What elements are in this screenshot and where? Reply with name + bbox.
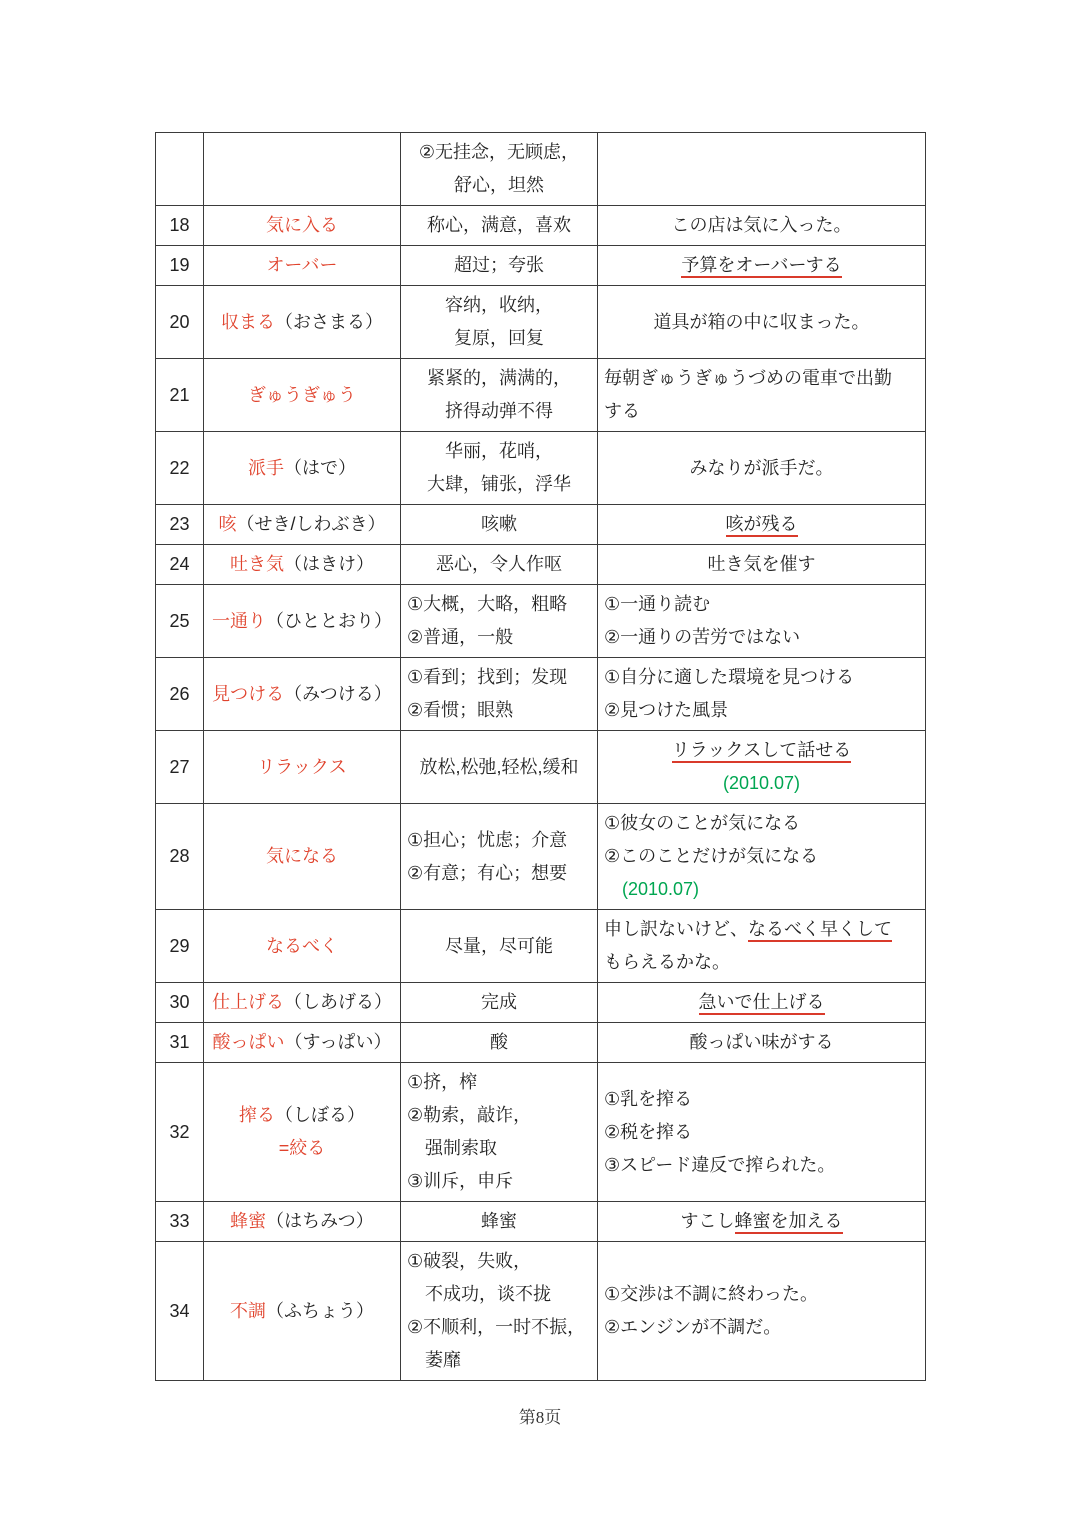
text-segment: ②普通，一般 <box>407 627 514 647</box>
row-number: 29 <box>156 910 204 983</box>
example-cell <box>598 585 926 658</box>
text-segment: する <box>604 401 640 421</box>
example-line <box>604 1026 919 1059</box>
example-line <box>604 694 919 727</box>
text-segment: 完成 <box>481 992 517 1012</box>
meaning-cell <box>401 658 598 731</box>
row-number: 32 <box>156 1063 204 1202</box>
example-cell <box>598 658 926 731</box>
example-cell <box>598 1242 926 1381</box>
table-row <box>156 585 926 658</box>
meaning-cell <box>401 286 598 359</box>
example-line <box>604 1149 919 1182</box>
text-segment: （みつける） <box>284 683 392 704</box>
table-row <box>156 1063 926 1202</box>
table-row <box>156 133 926 206</box>
row-number: 26 <box>156 658 204 731</box>
word-text: ぎゅうぎゅう <box>248 384 356 405</box>
example-cell <box>598 286 926 359</box>
example-line <box>604 209 919 242</box>
text-segment: 紧紧的，满满的， <box>427 368 571 388</box>
example-line <box>604 734 919 767</box>
text-segment: 吐き気を催す <box>707 554 816 574</box>
row-number: 34 <box>156 1242 204 1381</box>
meaning-line <box>407 548 591 581</box>
word-line <box>210 1132 394 1165</box>
text-segment: （ひととおり） <box>266 610 392 631</box>
word-cell <box>204 359 401 432</box>
table-row <box>156 804 926 910</box>
word-line <box>210 605 394 638</box>
word-cell <box>204 910 401 983</box>
table-row <box>156 505 926 545</box>
word-text: 気に入る <box>266 215 338 235</box>
meaning-line <box>407 751 591 784</box>
word-line <box>210 1295 394 1328</box>
date-tag: (2010.07) <box>604 879 700 899</box>
word-line <box>210 1026 394 1059</box>
text-segment: ②有意；有心；想要 <box>407 862 568 883</box>
table-row <box>156 658 926 731</box>
row-number: 19 <box>156 246 204 286</box>
meaning-line <box>407 694 591 727</box>
example-line <box>604 913 919 946</box>
meaning-line <box>407 1026 591 1059</box>
meaning-line <box>407 1311 591 1344</box>
text-segment: 酸っぱい味がする <box>689 1032 834 1052</box>
date-tag: (2010.07) <box>722 773 801 793</box>
text-segment: （しあげる） <box>284 992 392 1012</box>
word-text: 派手 <box>248 457 284 478</box>
word-line <box>210 508 394 541</box>
table-row <box>156 731 926 804</box>
row-number: 18 <box>156 206 204 246</box>
meaning-cell <box>401 1023 598 1063</box>
text-segment: （はちみつ） <box>266 1211 374 1231</box>
text-segment: ①彼女のことが気になる <box>604 813 801 833</box>
meaning-line <box>407 1278 591 1311</box>
meaning-cell <box>401 910 598 983</box>
text-segment: ①担心；忧虑；介意 <box>407 829 568 850</box>
meaning-line <box>407 986 591 1019</box>
example-cell <box>598 1063 926 1202</box>
row-number: 27 <box>156 731 204 804</box>
text-segment: 蜂蜜 <box>481 1211 517 1231</box>
text-segment: この店は気に入った。 <box>671 215 852 235</box>
word-cell <box>204 246 401 286</box>
meaning-line <box>407 1245 591 1278</box>
example-line <box>604 362 919 395</box>
text-segment: 萎靡 <box>407 1350 461 1370</box>
example-line <box>604 1083 919 1116</box>
example-line <box>604 306 919 339</box>
text-segment: ③训斥，申斥 <box>407 1171 514 1191</box>
word-text: 不調 <box>230 1300 266 1321</box>
word-cell <box>204 545 401 585</box>
row-number: 20 <box>156 286 204 359</box>
word-line <box>210 986 394 1019</box>
word-cell <box>204 505 401 545</box>
word-cell <box>204 1063 401 1202</box>
example-cell <box>598 545 926 585</box>
word-text: 気になる <box>266 846 338 866</box>
word-cell <box>204 133 401 206</box>
word-line <box>210 930 394 963</box>
example-cell <box>598 731 926 804</box>
word-text: 搾る <box>239 1105 275 1125</box>
word-text: 酸っぱい <box>212 1032 285 1052</box>
text-segment: ①乳を搾る <box>604 1088 693 1109</box>
meaning-cell <box>401 1202 598 1242</box>
table-row <box>156 206 926 246</box>
example-line <box>604 1116 919 1149</box>
text-segment: ②エンジンが不調だ。 <box>604 1317 782 1337</box>
word-cell <box>204 432 401 505</box>
meaning-line <box>407 930 591 963</box>
meaning-line <box>407 1099 591 1132</box>
text-segment: 强制索取 <box>407 1138 497 1158</box>
word-cell <box>204 1202 401 1242</box>
word-cell <box>204 804 401 910</box>
text-segment: 放松,松弛,轻松,缓和 <box>419 756 579 777</box>
word-line <box>210 751 394 784</box>
text-segment: ②不顺利，一时不振， <box>407 1317 586 1337</box>
underlined-text: なるべく早くして <box>748 919 892 942</box>
word-cell <box>204 983 401 1023</box>
meaning-line <box>407 857 591 890</box>
text-segment: 酸 <box>490 1032 508 1052</box>
meaning-cell <box>401 133 598 206</box>
meaning-line <box>407 468 591 501</box>
meaning-cell <box>401 545 598 585</box>
example-cell <box>598 804 926 910</box>
text-segment: 尽量，尽可能 <box>445 935 553 956</box>
example-line <box>604 621 919 654</box>
word-line <box>210 209 394 242</box>
text-segment: 挤得动弹不得 <box>445 401 553 421</box>
text-segment: ②一通りの苦労ではない <box>604 627 801 647</box>
example-line <box>604 1278 919 1311</box>
meaning-cell <box>401 804 598 910</box>
underlined-text: 咳が残る <box>726 514 798 537</box>
example-cell <box>598 206 926 246</box>
word-text: 収まる <box>221 311 275 332</box>
text-segment: みなりが派手だ。 <box>689 457 834 478</box>
meaning-cell <box>401 359 598 432</box>
text-segment: ①破裂，失败， <box>407 1251 532 1271</box>
text-segment: ①大概，大略，粗略 <box>407 594 568 614</box>
meaning-line <box>407 362 591 395</box>
word-text: 仕上げる <box>212 992 284 1012</box>
meaning-cell <box>401 1063 598 1202</box>
meaning-line <box>407 289 591 322</box>
text-segment: 大肆，铺张，浮华 <box>427 474 571 494</box>
underlined-text: 蜂蜜を加える <box>735 1211 843 1234</box>
meaning-line <box>407 1205 591 1238</box>
meaning-cell <box>401 983 598 1023</box>
meaning-line <box>407 661 591 694</box>
word-cell <box>204 286 401 359</box>
text-segment: ①挤，榨 <box>407 1072 478 1092</box>
text-segment: ②税を搾る <box>604 1121 693 1142</box>
meaning-cell <box>401 206 598 246</box>
example-line <box>604 767 919 800</box>
text-segment: 舒心，坦然 <box>454 175 544 195</box>
meaning-cell <box>401 731 598 804</box>
underlined-text: リラックスして話せる <box>672 740 851 763</box>
row-number: 22 <box>156 432 204 505</box>
row-number: 31 <box>156 1023 204 1063</box>
table-row <box>156 910 926 983</box>
row-number: 21 <box>156 359 204 432</box>
meaning-line <box>407 209 591 242</box>
row-number <box>156 133 204 206</box>
example-line <box>604 249 919 282</box>
table-row <box>156 286 926 359</box>
word-line <box>210 379 394 412</box>
text-segment: ①自分に適した環境を見つける <box>604 667 855 687</box>
word-line <box>210 548 394 581</box>
text-segment: ②勒索，敲诈， <box>407 1105 532 1125</box>
word-text: オーバー <box>266 255 338 275</box>
text-segment: 毎朝ぎゅうぎゅうづめの電車で出勤 <box>604 368 892 388</box>
text-segment: ①交渉は不調に終わった。 <box>604 1284 818 1304</box>
row-number: 23 <box>156 505 204 545</box>
page-number: 第8页 <box>518 1408 562 1427</box>
word-text: 吐き気 <box>230 554 284 574</box>
example-line <box>604 1311 919 1344</box>
text-segment: もらえるかな。 <box>604 952 730 972</box>
example-line <box>604 986 919 1019</box>
word-line <box>210 840 394 873</box>
word-text: 咳 <box>218 514 237 534</box>
word-cell <box>204 731 401 804</box>
text-segment: ①一通り読む <box>604 594 711 614</box>
word-text: 一通り <box>212 610 266 631</box>
table-row <box>156 246 926 286</box>
text-segment: （しぼる） <box>275 1105 365 1125</box>
example-line <box>604 946 919 979</box>
meaning-line <box>407 824 591 857</box>
meaning-line <box>407 169 591 202</box>
table-row <box>156 432 926 505</box>
table-row <box>156 1242 926 1381</box>
vocab-table-body <box>156 133 926 1381</box>
text-segment: 道具が箱の中に収まった。 <box>653 311 870 332</box>
example-cell <box>598 432 926 505</box>
meaning-cell <box>401 432 598 505</box>
meaning-cell <box>401 246 598 286</box>
text-segment: 超过；夸张 <box>454 255 544 275</box>
example-line <box>604 807 919 840</box>
text-segment: 申し訳ないけど、 <box>604 919 748 939</box>
text-segment: ②このことだけが気になる <box>604 846 819 866</box>
example-line <box>604 508 919 541</box>
table-row <box>156 545 926 585</box>
meaning-line <box>407 136 591 169</box>
text-segment: （おさまる） <box>275 311 383 332</box>
word-line <box>210 678 394 711</box>
word-line <box>210 452 394 485</box>
underlined-text: 予算をオーバーする <box>681 255 841 278</box>
text-segment: 容纳，收纳， <box>445 295 553 315</box>
meaning-line <box>407 1344 591 1377</box>
word-text: =絞る <box>278 1138 326 1158</box>
example-cell <box>598 1023 926 1063</box>
example-line <box>604 548 919 581</box>
row-number: 25 <box>156 585 204 658</box>
example-cell <box>598 359 926 432</box>
meaning-line <box>407 1165 591 1198</box>
example-cell <box>598 910 926 983</box>
text-segment: 称心，满意，喜欢 <box>427 215 571 235</box>
text-segment: （すっぱい） <box>284 1032 392 1052</box>
word-cell <box>204 585 401 658</box>
text-segment: 恶心，令人作呕 <box>436 554 562 574</box>
meaning-line <box>407 322 591 355</box>
text-segment: 不成功，谈不拢 <box>407 1284 551 1304</box>
row-number: 30 <box>156 983 204 1023</box>
text-segment: ②无挂念，无顾虑， <box>418 142 580 162</box>
word-line <box>210 249 394 282</box>
vocab-table <box>155 132 926 1381</box>
example-line <box>604 840 919 873</box>
table-row <box>156 1202 926 1242</box>
table-row <box>156 983 926 1023</box>
meaning-line <box>407 1066 591 1099</box>
text-segment: ②看惯；眼熟 <box>407 700 514 720</box>
word-cell <box>204 206 401 246</box>
example-line <box>604 588 919 621</box>
text-segment: （はで） <box>284 457 356 478</box>
row-number: 33 <box>156 1202 204 1242</box>
example-cell <box>598 133 926 206</box>
word-cell <box>204 1242 401 1381</box>
word-line <box>210 306 394 339</box>
example-line <box>604 661 919 694</box>
example-line <box>604 452 919 485</box>
word-text: なるべく <box>266 935 338 956</box>
meaning-line <box>407 621 591 654</box>
text-segment: （せき/しわぶき） <box>236 514 386 534</box>
example-cell <box>598 1202 926 1242</box>
meaning-cell <box>401 505 598 545</box>
table-row <box>156 1023 926 1063</box>
example-cell <box>598 505 926 545</box>
text-segment: （ふちょう） <box>266 1300 374 1321</box>
word-cell <box>204 658 401 731</box>
meaning-line <box>407 249 591 282</box>
text-segment: 复原，回复 <box>454 328 544 348</box>
text-segment: （はきけ） <box>284 554 374 574</box>
meaning-line <box>407 508 591 541</box>
text-segment: 咳嗽 <box>481 514 517 534</box>
row-number: 28 <box>156 804 204 910</box>
text-segment: 华丽，花哨， <box>445 441 553 461</box>
word-text: 見つける <box>212 683 285 704</box>
example-cell <box>598 246 926 286</box>
text-segment: ③スピード違反で搾られた。 <box>604 1154 836 1175</box>
underlined-text: 急いで仕上げる <box>699 992 825 1015</box>
word-text: 蜂蜜 <box>230 1211 267 1231</box>
example-line <box>604 395 919 428</box>
word-line <box>210 1099 394 1132</box>
example-line <box>604 873 919 906</box>
meaning-line <box>407 588 591 621</box>
word-text: リラックス <box>257 756 347 777</box>
meaning-cell <box>401 585 598 658</box>
table-row <box>156 359 926 432</box>
meaning-line <box>407 435 591 468</box>
meaning-cell <box>401 1242 598 1381</box>
example-line <box>604 1205 919 1238</box>
meaning-line <box>407 1132 591 1165</box>
meaning-line <box>407 395 591 428</box>
text-segment: ①看到；找到；发现 <box>407 667 568 687</box>
word-cell <box>204 1023 401 1063</box>
text-segment: すこし <box>680 1211 735 1231</box>
text-segment: ②見つけた風景 <box>604 700 729 720</box>
word-line <box>210 1205 394 1238</box>
row-number: 24 <box>156 545 204 585</box>
example-cell <box>598 983 926 1023</box>
